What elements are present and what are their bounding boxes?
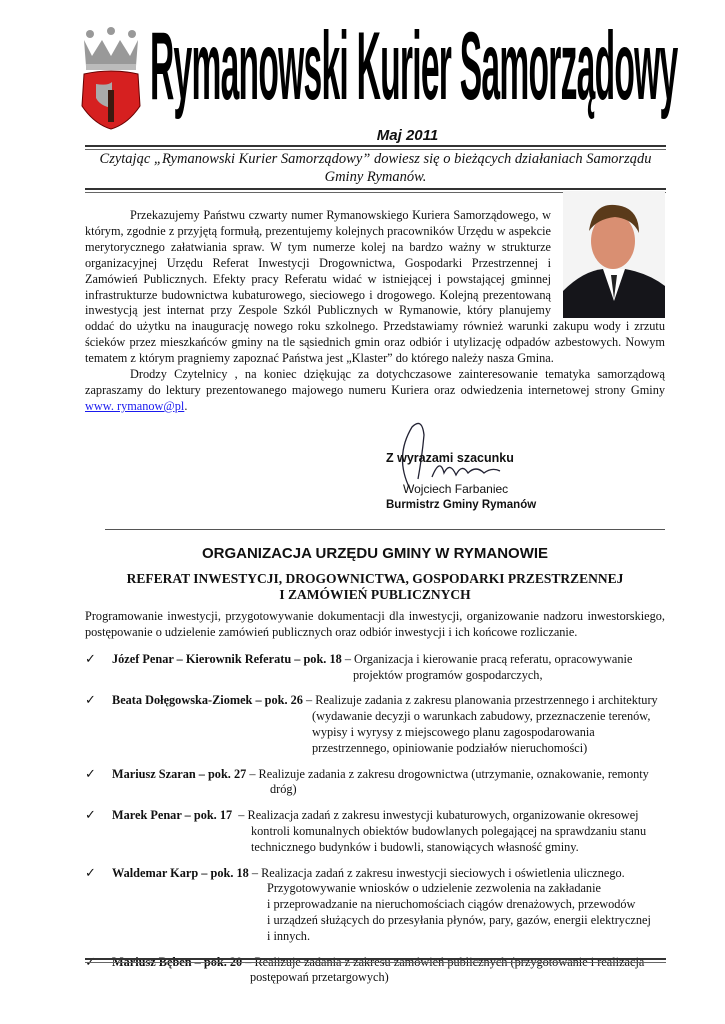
checkmark-icon: ✓	[85, 953, 96, 969]
duty-line: – Realizuje zadania z zakresu drogownictwa (utrzymanie, oznakowanie, remonty	[249, 766, 649, 781]
checkmark-icon: ✓	[85, 650, 96, 666]
checkmark-icon: ✓	[85, 765, 96, 781]
duty-line: i innych.	[267, 928, 311, 943]
closing-paragraph: Drodzy Czytelnicy , na koniec dziękując za dotychczasowe zainteresowanie tematyka samorządową zapraszamy do lektury prezentowanego majowego numeru Kuriera oraz odwiedzenia internetowej strony Gminy	[85, 367, 665, 397]
footer-divider	[85, 958, 666, 963]
checkmark-icon: ✓	[85, 807, 96, 823]
duty-line: – Realizacja zadań z zakresu inwestycji sieciowych i oświetlenia ulicznego.	[251, 865, 625, 880]
department-title-line: REFERAT INWESTYCJI, DROGOWNICTWA, GOSPODARKI PRZESTRZENNEJ	[126, 570, 624, 586]
department-title	[85, 571, 665, 603]
subtitle-line: Czytając „Rymanowski Kurier Samorządowy” dowiesz się o bieżących działaniach Samorządu	[99, 151, 652, 167]
content-flow	[85, 208, 665, 996]
checkmark-icon: ✓	[85, 864, 96, 880]
intro-text	[85, 208, 665, 415]
duty-line: postępowań przetargowych)	[250, 970, 389, 985]
staff-name: Waldemar Karp – pok. 18	[112, 865, 249, 880]
duty-line: kontroli komunalnych obiektów budowlanych polegającej na sprawdzaniu stanu	[251, 823, 647, 838]
greeting: Z wyrazami szacunku	[386, 450, 514, 465]
intro-paragraph: Przekazujemy Państwu czwarty numer Rymanowskiego Kuriera Samorządowego, w którym, zgodnie z przyjętą formułą, prezentujemy kolejnych pracowników Urzędu w aspekcie merytorycznego załatwiania spraw. W tym numerze kolej na bardzo ważny w strukturze organizacyjnej Urzędu Referat Inwestycji Drogownictwa, Gospodarki Przestrzennej i Zamówień Publicznych. Efekty pracy Referatu widać w istniejącej i powstającej gminnej infrastrukturze budownictwa kubaturowego, sieciowego i drogowego. Kolejną prezentowaną inwestycją jest internat przy Zespole Szkól Publicznych w Rymanowie, który planujemy oddać do użytku na inaugurację nowego roku szkolnego. Przedstawiamy również warunki zakupu wody i zrzutu ścieków przez mieszkańców gminy na tle sąsiednich gmin oraz odbiór i utylizację odpadów azbestowych. Nowym tematem z którym pragniemy zapoznać Państwa jest „Klaster” do którego należy nasza Gmina.	[85, 208, 665, 366]
duty-line: – Realizacja zadań z zakresu inwestycji kubaturowych, organizowanie okresowej	[238, 808, 639, 823]
department-title-line: I ZAMÓWIEŃ PUBLICZNYCH	[279, 586, 471, 602]
staff-item	[85, 767, 675, 799]
staff-item	[85, 693, 675, 756]
duty-line: – Realizuje zadania z zakresu planowania przestrzennego i architektury	[306, 693, 658, 708]
duty-line: i urządzeń służących do przesyłania płynów, pary, gazów, energii elektrycznej	[267, 912, 651, 927]
duty-line: Przygotowywanie wniosków o udzielenie zezwolenia na zakładanie	[267, 881, 601, 896]
department-description: Programowanie inwestycji, przygotowywanie dokumentacji dla inwestycji, organizowanie nadzoru inwestorskiego, postępowanie o udzielenie zamówień publicznych oraz odbiór inwestycji i ich końcowe rozliczanie.	[85, 608, 665, 639]
subtitle-line: Gminy Rymanów.	[324, 169, 427, 185]
newsletter-title: Rymanowski Kurier Samorządowy	[150, 12, 678, 120]
checkmark-icon: ✓	[85, 692, 96, 708]
section-title: ORGANIZACJA URZĘDU GMINY W RYMANOWIE	[201, 544, 549, 562]
website-link[interactable]: www. rymanow@pl	[85, 398, 185, 413]
mayor-photo	[563, 191, 665, 318]
period: .	[184, 398, 188, 413]
divider	[105, 529, 665, 530]
duty-line: projektów programów gospodarczych,	[353, 667, 543, 682]
duty-line: i przeprowadzanie na nieruchomościach ciągów drenażowych, przewodów	[267, 897, 636, 912]
staff-name: Józef Penar – Kierownik Referatu – pok. 18	[112, 651, 342, 666]
staff-name: Marek Penar – pok. 17	[112, 808, 233, 823]
signature-block	[386, 451, 665, 513]
duty-line: – Realizuje zadania z zakresu zamówień publicznych (przygotowanie i realizacja	[245, 954, 645, 969]
duty-line: dróg)	[270, 782, 297, 797]
duty-line: – Organizacja i kierowanie pracą referatu, opracowywanie	[344, 651, 633, 666]
coat-of-arms-icon	[78, 26, 144, 130]
subtitle	[85, 150, 666, 186]
staff-item	[85, 866, 675, 945]
issue-date: Maj 2011	[376, 127, 439, 144]
staff-item	[85, 652, 675, 684]
duty-line: wypisy i wyrysy z miejscowego planu zagospodarowania	[312, 724, 595, 739]
staff-name: Beata Dołęgowska-Ziomek – pok. 26	[112, 693, 303, 708]
duty-line: technicznego budynków i budowli, stanowiących własność gminy.	[251, 839, 579, 854]
staff-name: Mariusz Szaran – pok. 27	[112, 766, 247, 781]
duty-line: przestrzennego, opiniowanie podziałów nieruchomości)	[312, 740, 588, 755]
staff-list	[85, 652, 675, 986]
staff-item	[85, 808, 675, 855]
signer-name: Wojciech Farbaniec	[403, 481, 509, 496]
signer-role: Burmistrz Gminy Rymanów	[386, 498, 537, 511]
staff-name: Mariusz Bęben – pok. 20	[112, 954, 243, 969]
duty-line: (wydawanie decyzji o warunkach zabudowy, przeznaczenie terenów,	[312, 709, 651, 724]
